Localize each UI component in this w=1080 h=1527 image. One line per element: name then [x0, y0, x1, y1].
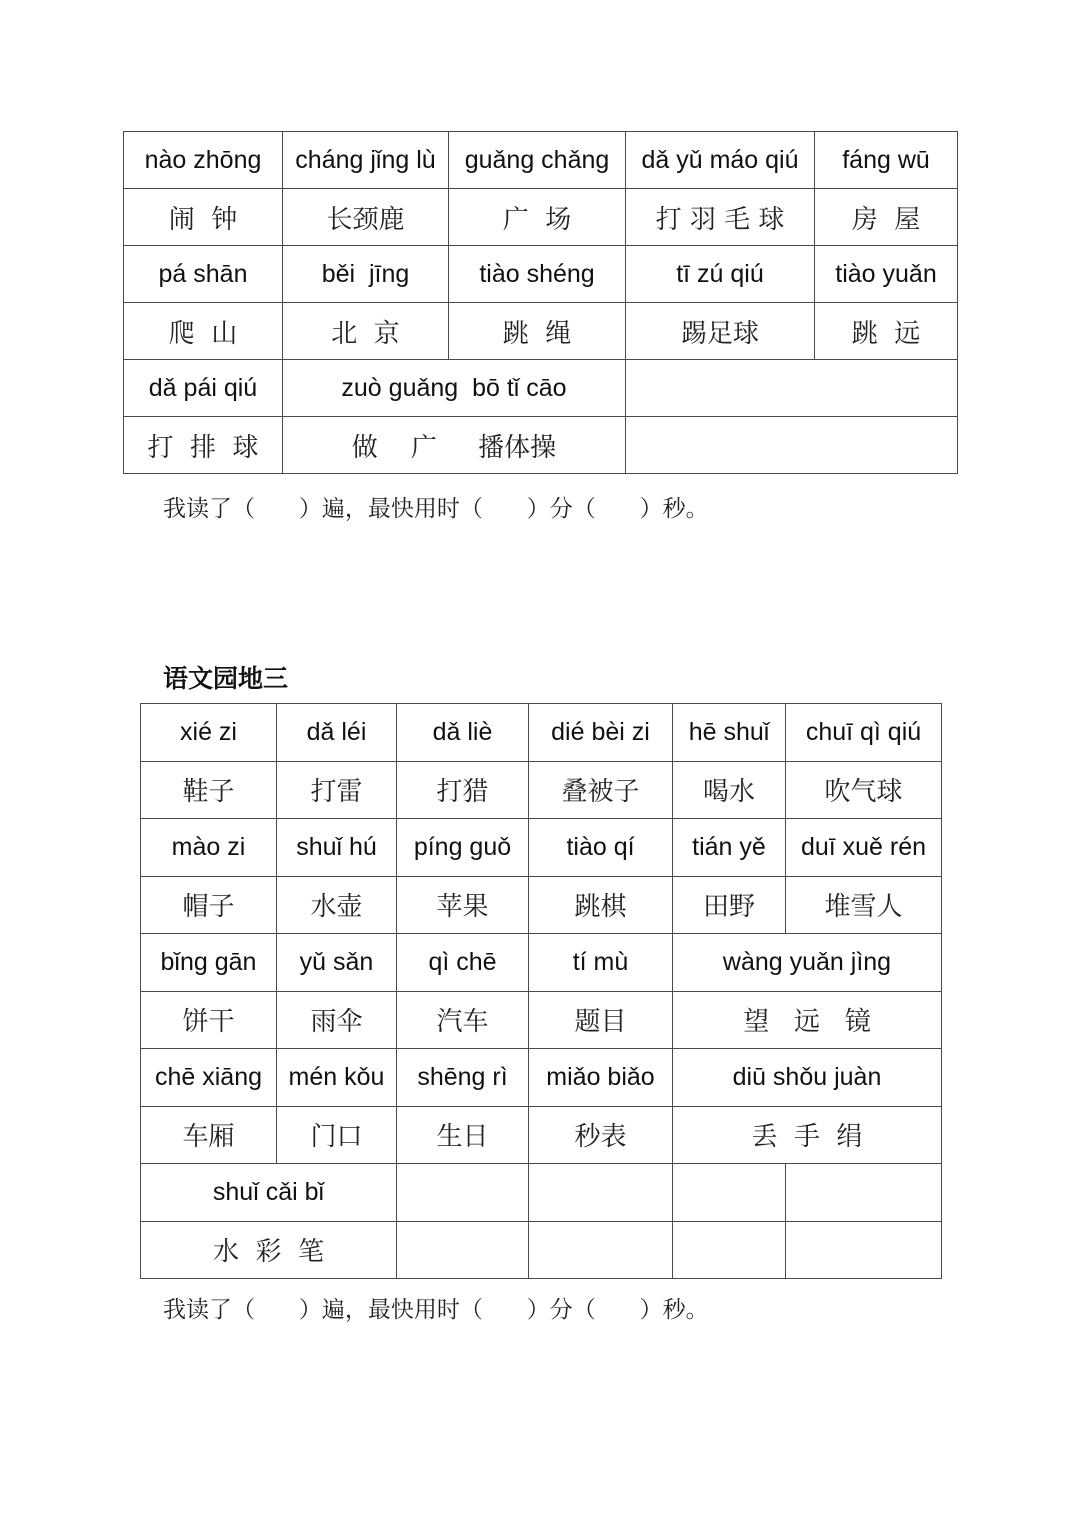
- pinyin-cell: diū shǒu juàn: [673, 1049, 942, 1107]
- pinyin-cell: tī zú qiú: [626, 246, 815, 303]
- hanzi-cell: 爬 山: [124, 303, 283, 360]
- pinyin-cell: dié bèi zi: [529, 704, 673, 762]
- pinyin-cell: shēng rì: [397, 1049, 529, 1107]
- pinyin-row: [124, 246, 958, 303]
- hanzi-row: [141, 1106, 942, 1164]
- hanzi-cell: 望 远 镜: [673, 991, 942, 1049]
- hanzi-cell: 打 排 球: [124, 417, 283, 474]
- reading-record-line: 我读了（ ）遍，最快用时（ ）分（ ）秒。: [163, 496, 709, 522]
- pinyin-cell: wàng yuǎn jìng: [673, 934, 942, 992]
- pinyin-cell: duī xuě rén: [786, 819, 942, 877]
- pinyin-cell: dǎ yǔ máo qiú: [626, 132, 815, 189]
- hanzi-cell: 生日: [397, 1106, 529, 1164]
- pinyin-cell: tiào shéng: [449, 246, 626, 303]
- hanzi-cell: 房 屋: [815, 189, 958, 246]
- hanzi-cell: 跳 远: [815, 303, 958, 360]
- hanzi-cell: 苹果: [397, 876, 529, 934]
- hanzi-cell: 喝水: [673, 761, 786, 819]
- hanzi-cell: 汽车: [397, 991, 529, 1049]
- pinyin-row: [141, 1049, 942, 1107]
- empty-cell: [673, 1221, 786, 1279]
- pinyin-row: [124, 360, 958, 417]
- hanzi-row: [124, 189, 958, 246]
- hanzi-cell: 水壶: [277, 876, 397, 934]
- pinyin-cell: běi jīng: [283, 246, 449, 303]
- pinyin-cell: nào zhōng: [124, 132, 283, 189]
- empty-cell: [786, 1221, 942, 1279]
- empty-cell: [626, 360, 958, 417]
- pinyin-cell: tiào yuǎn: [815, 246, 958, 303]
- pinyin-cell: dǎ liè: [397, 704, 529, 762]
- empty-cell: [626, 417, 958, 474]
- section-title: 语文园地三: [163, 664, 289, 693]
- hanzi-cell: 踢足球: [626, 303, 815, 360]
- hanzi-cell: 雨伞: [277, 991, 397, 1049]
- pinyin-cell: guǎng chǎng: [449, 132, 626, 189]
- empty-cell: [529, 1164, 673, 1222]
- pinyin-cell: tiào qí: [529, 819, 673, 877]
- pinyin-cell: mén kǒu: [277, 1049, 397, 1107]
- hanzi-cell: 跳 绳: [449, 303, 626, 360]
- hanzi-cell: 长颈鹿: [283, 189, 449, 246]
- pinyin-cell: xié zi: [141, 704, 277, 762]
- pinyin-row: [141, 1164, 942, 1222]
- hanzi-cell: 做 广 播体操: [283, 417, 626, 474]
- pinyin-cell: chuī qì qiú: [786, 704, 942, 762]
- pinyin-cell: hē shuǐ: [673, 704, 786, 762]
- pinyin-row: [124, 132, 958, 189]
- hanzi-row: [124, 417, 958, 474]
- pinyin-cell: tí mù: [529, 934, 673, 992]
- vocabulary-table-2: [140, 703, 942, 1279]
- pinyin-cell: qì chē: [397, 934, 529, 992]
- pinyin-cell: fáng wū: [815, 132, 958, 189]
- pinyin-cell: bǐng gān: [141, 934, 277, 992]
- pinyin-cell: zuò guǎng bō tǐ cāo: [283, 360, 626, 417]
- hanzi-cell: 广 场: [449, 189, 626, 246]
- pinyin-row: [141, 934, 942, 992]
- hanzi-cell: 打雷: [277, 761, 397, 819]
- hanzi-cell: 丢 手 绢: [673, 1106, 942, 1164]
- hanzi-cell: 打 羽 毛 球: [626, 189, 815, 246]
- reading-record-line: 我读了（ ）遍，最快用时（ ）分（ ）秒。: [163, 1297, 709, 1323]
- empty-cell: [529, 1221, 673, 1279]
- hanzi-cell: 闹 钟: [124, 189, 283, 246]
- empty-cell: [673, 1164, 786, 1222]
- pinyin-cell: yǔ sǎn: [277, 934, 397, 992]
- hanzi-cell: 题目: [529, 991, 673, 1049]
- hanzi-row: [141, 991, 942, 1049]
- hanzi-cell: 田野: [673, 876, 786, 934]
- hanzi-row: [141, 1221, 942, 1279]
- hanzi-row: [124, 303, 958, 360]
- hanzi-cell: 叠被子: [529, 761, 673, 819]
- hanzi-cell: 车厢: [141, 1106, 277, 1164]
- pinyin-cell: mào zi: [141, 819, 277, 877]
- hanzi-cell: 打猎: [397, 761, 529, 819]
- pinyin-cell: miǎo biǎo: [529, 1049, 673, 1107]
- pinyin-cell: shuǐ cǎi bǐ: [141, 1164, 397, 1222]
- hanzi-cell: 秒表: [529, 1106, 673, 1164]
- empty-cell: [786, 1164, 942, 1222]
- pinyin-cell: cháng jǐng lù: [283, 132, 449, 189]
- empty-cell: [397, 1164, 529, 1222]
- pinyin-row: [141, 704, 942, 762]
- hanzi-row: [141, 761, 942, 819]
- vocabulary-table-1: [123, 131, 958, 474]
- empty-cell: [397, 1221, 529, 1279]
- pinyin-cell: pá shān: [124, 246, 283, 303]
- hanzi-cell: 鞋子: [141, 761, 277, 819]
- hanzi-row: [141, 876, 942, 934]
- pinyin-cell: píng guǒ: [397, 819, 529, 877]
- hanzi-cell: 堆雪人: [786, 876, 942, 934]
- pinyin-cell: dǎ pái qiú: [124, 360, 283, 417]
- hanzi-cell: 饼干: [141, 991, 277, 1049]
- hanzi-cell: 水 彩 笔: [141, 1221, 397, 1279]
- pinyin-cell: dǎ léi: [277, 704, 397, 762]
- pinyin-cell: tián yě: [673, 819, 786, 877]
- pinyin-row: [141, 819, 942, 877]
- pinyin-cell: chē xiāng: [141, 1049, 277, 1107]
- hanzi-cell: 门口: [277, 1106, 397, 1164]
- hanzi-cell: 北 京: [283, 303, 449, 360]
- hanzi-cell: 吹气球: [786, 761, 942, 819]
- hanzi-cell: 跳棋: [529, 876, 673, 934]
- pinyin-cell: shuǐ hú: [277, 819, 397, 877]
- hanzi-cell: 帽子: [141, 876, 277, 934]
